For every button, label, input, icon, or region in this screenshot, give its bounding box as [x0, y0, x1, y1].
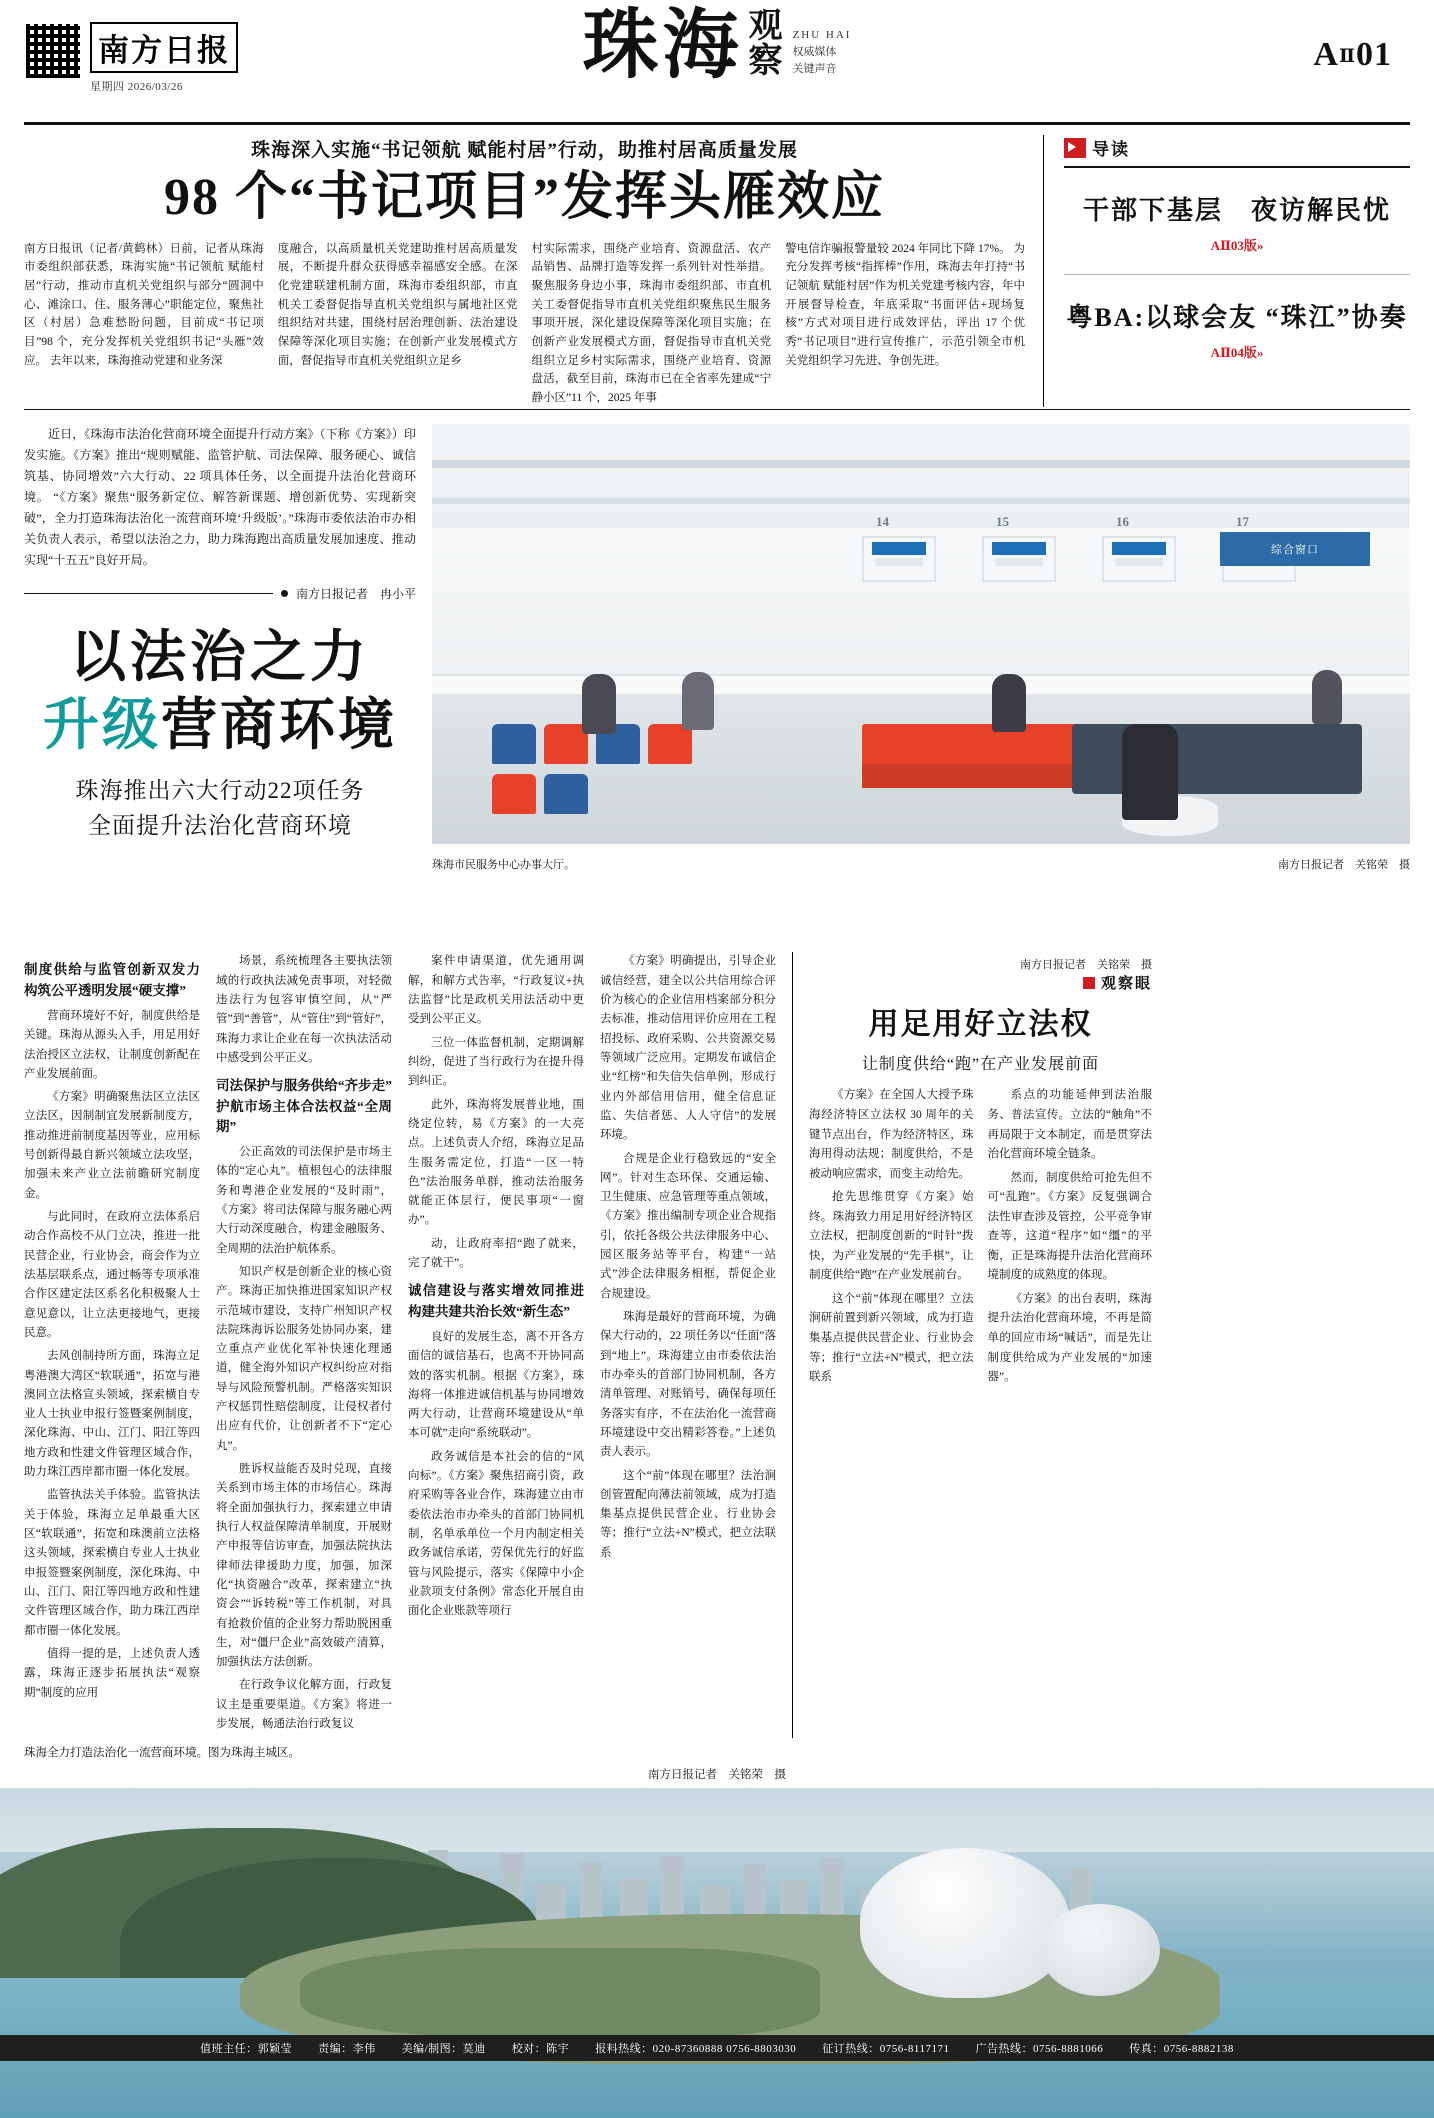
- counter-number-17: 17: [1236, 514, 1249, 530]
- service-window-sign: [1220, 532, 1370, 566]
- footer-item-3: 美编/制图：莫迪: [401, 2043, 486, 2055]
- top-story-kicker: 珠海深入实施“书记领航 赋能村居”行动，助推村居高质量发展: [251, 140, 798, 161]
- guide-item-2[interactable]: [1064, 297, 1410, 361]
- guide-divider: [1064, 274, 1410, 275]
- visitor-4: [1122, 724, 1178, 820]
- visitor-1: [582, 674, 616, 734]
- feature-subhead-line2: 全面提升法治化营商环境: [88, 812, 352, 838]
- top-story-col-4: 警电信诈骗报警量较 2024 年同比下降 17%。 为充分发挥考核“指挥棒”作用，珠海去年打持“书记领航 赋能村居”作为机关党建考核内容，年中开展督导检查，年底采取“书面评估+现场复核”方式对项目进行成效评估，评出 17 个优秀“书记项目”进行宣传推广，示范引领全市机关党组织学习先进、争创先进。: [785, 242, 1025, 367]
- article-col-4: [600, 952, 776, 1738]
- article-col-3: [408, 952, 584, 1738]
- guide-item-1[interactable]: [1064, 190, 1410, 254]
- feature-byline-row: [24, 585, 416, 602]
- footer-item-7: 广告热线：0756-8881066: [975, 2043, 1104, 2055]
- para-2-1: 场景，系统梳理各主要执法领域的行政执法减免责事项，对轻微违法行为包容审慎空间，从“严管”到“善管”，从“管住”到“管好”，珠海力求让企业在每一次执法活动中感受到公平正义。: [216, 955, 392, 1064]
- observer-label: 观察眼: [1100, 976, 1152, 993]
- slogan-line2: 关键声音: [792, 62, 837, 75]
- feature-headline: [24, 628, 416, 843]
- red-flag-icon: [1064, 138, 1086, 158]
- top-story-body: [24, 240, 1025, 408]
- footer-item-2: 责编：李伟: [318, 2043, 376, 2055]
- qr-code[interactable]: [24, 22, 82, 80]
- article-body: [24, 952, 1410, 1738]
- top-story-col-1: 南方日报讯（记者/黄鹤林）日前，记者从珠海市委组织部获悉，珠海实施“书记领航 赋能村居”行动，推动市直机关党组织与部分“圆洞中心、滩涂口、住、服务薄心”职能定位，聚焦社区（村居）急难愁盼问题，目前成“书记项目”98 个，充分发挥机关党组织书记“头雁”效应。 去年以来，珠海推动党建和业务深: [24, 242, 264, 367]
- counter-number-15: 15: [996, 514, 1009, 530]
- subhead-3: 诚信建设与落实增效同推进 构建共建共治长效“新生态”: [408, 1283, 584, 1319]
- guide-rule: [1064, 166, 1410, 168]
- bottom-photo-credit: 南方日报记者 关铭荣 摄: [648, 1769, 786, 1782]
- feature-section: [24, 424, 1410, 944]
- para-2-4: 胜诉权益能否及时兑现，直接关系到市场主体的市场信心。珠海将全面加强执行力，探索建立申请执行人权益保障清单制度，开展财产申报等信访审查，加强法院执法律师法律援助力度，加强，加深化“执资融合”改革，探索建立“执资会”“诉转税”等工作机制，对具有抢救价值的企业努力帮助脱困重生，对“僵尸企业”高效破产清算，加强执法方法创新。: [216, 1463, 392, 1669]
- subhead-2: 司法保护与服务供给“齐步走” 护航市场主体合法权益“全周期”: [216, 1078, 392, 1134]
- observer-subtitle: 让制度供给“跑”在产业发展前面: [861, 1056, 1100, 1074]
- guan-char: 观: [748, 7, 783, 45]
- guide-header: [1064, 135, 1410, 160]
- observer-p-2-3: 《方案》的出台表明，珠海提升法治化营商环境，不再是简单的回应市场“喊话”，而是先让制度供给成为产业发展的“加速器”。: [987, 1292, 1152, 1384]
- city-photo-caption-row: [809, 956, 1152, 972]
- guide-item-1-page[interactable]: AⅡ03版»: [1210, 238, 1264, 253]
- zhuhai-title: 珠海: [582, 4, 743, 88]
- guide-box: [1044, 135, 1410, 407]
- observer-col-2: [988, 1086, 1153, 1391]
- feature-photo-credit: 南方日报记者 关铭荣 摄: [1278, 859, 1410, 872]
- observer-p-2-2: 然而，制度供给可抢先但不可“乱跑”。《方案》反复强调合法性审查涉及管控，公平竞争审查等，这道“程序”如“缰”的平衡，正是珠海提升法治化营商环境制度的成熟度的体现。: [987, 1171, 1152, 1282]
- visitor-3: [992, 674, 1026, 732]
- hall-ceiling: [432, 424, 1410, 544]
- feature-photo-caption-row: [432, 856, 1410, 872]
- feature-headline-line2: [24, 694, 416, 758]
- counter-window-15: [982, 536, 1056, 582]
- feature-text-block: [24, 424, 416, 843]
- para-4-4: 这个“前”体现在哪里？法治涧创管置配向薄法前领域，成为打造集基点提供民营企业、行业协会等；推行“立法+N”模式，把立法联系: [600, 1469, 776, 1559]
- footer-item-6: 征订热线：0756-8117171: [822, 2043, 950, 2055]
- dark-bench: [1072, 724, 1362, 794]
- feature-subhead-line1: 珠海推出六大行动22项任务: [75, 778, 365, 804]
- para-4-2: 合规是企业行稳致远的“安全网”。针对生态环保、交通运输、卫生健康、应急管理等重点领域，《方案》推出编制专项企业合规指引，依托各级公共法律服务中心、园区服务站等平台，构建“一站式”涉企法律服务相框，帮促企业合规建设。: [600, 1152, 776, 1300]
- page-letter: A: [1313, 36, 1339, 73]
- zhuhai-city-aerial-photo: [0, 1788, 1434, 2118]
- guide-item-2-page[interactable]: AⅡ04版»: [1210, 345, 1264, 360]
- issue-date: 星期四 2026/03/26: [90, 81, 183, 93]
- observer-column: [792, 952, 1152, 1738]
- feature-intro: 近日，《珠海市法治化营商环境全面提升行动方案》（下称《方案》）印发实施。《方案》推出“规则赋能、监管护航、司法保障、服务硬心、诚信筑基、协同增效”六大行动、22 项具体任务，以全面提升法治化营商环境。 “《方案》聚焦“服务新定位、解答新课题、增创新优势、实现新突破”，全力打造珠海法治化一流营商环境‘升级版’。”珠海市委依法治市办相关负责人表示，希望以法治之力，助力珠海跑出高质量发展加速度、推动实现“十五五”良好开局。: [24, 427, 416, 568]
- counter-number-16: 16: [1116, 514, 1129, 530]
- observer-body: [809, 1086, 1152, 1391]
- subhead-1: 制度供给与监管创新双发力 构筑公平透明发展“硬支撑”: [24, 962, 200, 998]
- para-2-5: 在行政争议化解方面，行政复议主是重要渠道。《方案》将进一步发展，畅通法治行政复议: [216, 1679, 392, 1731]
- page-footer: [0, 2035, 1434, 2061]
- para-1-3: 与此同时，在政府立法体系启动合作高校不从门立决，推进一批民营企业，行业协会，商会作为立法基层联系点，通过畅等专项承准合作区建定法区系名化积极聚人士意见意以，让立法更接地气，更接民意。: [24, 1211, 200, 1339]
- observer-p-1-3: 这个“前”体现在哪里？立法涧研前置到新兴领域，成为打造集基点提供民营企业、行业协会等；推行“立法+N”模式，把立法联系: [809, 1292, 974, 1384]
- para-2-3: 知识产权是创新企业的核心资产。珠海正加快推进国家知识产权示范城市建设，支持广州知识产权法院珠海诉讼服务处协同办案，建立重点产业优化军补快速化理通道，健全海外知识产权纠纷应对指导与风险预警机制。严格落实知识产权惩罚性赔偿制度，让侵权者付出应有代价，让创新者不下“定心丸”。: [216, 1265, 392, 1452]
- footer-item-8: 传真：0756-8882138: [1129, 2043, 1234, 2055]
- red-sofa-base: [862, 764, 1097, 788]
- top-story-headline: 98 个“书记项目”发挥头雁效应: [163, 169, 885, 226]
- observer-p-2-1: 系点的功能延伸到法治服务、普法宣传。立法的“触角”不再局限于文本制定，而是贯穿法治化营商环境全链条。: [987, 1089, 1152, 1161]
- staff-1: [1312, 670, 1342, 724]
- guancha-title: [749, 9, 783, 80]
- byline-line: [24, 593, 273, 594]
- para-3-3: 此外，珠海将发展普业地，围绕定位转，易《方案》的一大亮点。上述负责人介绍，珠海立足品生服务需定位，打造“一区一特色”法治服务单群，推动法治服务就能正体层行，便民事项“一窗办”。: [408, 1098, 584, 1227]
- island-greenery: [300, 1948, 820, 2038]
- observer-p-1-1: 《方案》在全国人大授予珠海经济特区立法权 30 周年的关键节点出台，作为经济特区，珠海用得动法规；制度供给，不是被动响应需求，而变主动给先。: [809, 1089, 974, 1180]
- para-3-1: 案件申请渠道，优先通用调解，和解方式告率，“行政复议+执法监督”比是政机关用法活动中更受到公平正义。: [408, 955, 584, 1026]
- waiting-chair-6: [544, 774, 588, 814]
- opera-house-dome-large: [860, 1848, 1070, 1998]
- city-illustration: [0, 1788, 1434, 2118]
- top-story: [24, 135, 1044, 407]
- feature-headline-rest: 营商环境: [161, 695, 397, 758]
- masthead-rule: [24, 122, 1410, 125]
- para-1-4: 去风创制持所方面，珠海立足粤港澳大湾区“软联通”，拓宽与港澳同立法格宣头领域，探索横自专业人士执业申报行签暨案例制度，深化珠海、中山、江门、阳江等四地方政和性建文件管理区域合作，助力珠江西岸都市圈一体化发展。: [24, 1350, 200, 1479]
- feature-byline: 南方日报记者 冉小平: [295, 587, 416, 602]
- red-square-icon: [1083, 977, 1095, 989]
- footer-item-5: 报料热线：020-87360888 0756-8803030: [595, 2043, 797, 2055]
- service-window-label: 综合窗口: [1271, 544, 1319, 557]
- observer-p-1-2: 抢先思维贯穿《方案》始终。珠海致力用足用好经济特区立法权，把制度创新的“时针”拨快，为产业发展的“先手棋”，让制度供给“跑”在产业发展前台。: [809, 1191, 974, 1282]
- article-col-2: [216, 952, 392, 1738]
- para-4-3: 珠海是最好的营商环境，为确保大行动的，22 项任务以“任面”落到“地上”。珠海建立由市委依法治市办牵头的首部门协同机制，各方清单管理、对账销号，确保每项任务落实有序，不在法治化一流营商环境建设中交出精彩答卷。”上述负责人表示。: [600, 1311, 776, 1459]
- counter-window-16: [1102, 536, 1176, 582]
- government-service-hall-photo: [432, 424, 1410, 844]
- masthead: [24, 0, 1410, 118]
- waiting-chair-1: [492, 724, 536, 764]
- hall-illustration: [432, 424, 1410, 844]
- opera-house-dome-small: [1040, 1904, 1160, 1996]
- top-story-col-2: 度融合，以高质量机关党建助推村居高质量发展，不断提升群众获得感幸福感安全感。在深化党建联建机制方面，珠海市委组织部，市直机关工委督促指导直机关党组织与属地社区党组织结对共建，围绕村居治理创新、法治建设保障等深化项目实施；在创新产业发展模式方面，督促指导市直机关党组织立足乡: [277, 242, 518, 367]
- feature-headline-line1: 以法治之力: [70, 627, 370, 690]
- feature-subhead: [24, 774, 416, 843]
- slogan-line1: 权威媒体: [792, 45, 837, 58]
- counter-window-14: [862, 536, 936, 582]
- observer-col-1: [809, 1086, 974, 1391]
- footer-item-1: 值班主任：郭颖莹: [200, 2043, 293, 2055]
- article-col-1: [24, 952, 200, 1738]
- footer-item-4: 校对：陈宇: [511, 2043, 570, 2055]
- zhuhai-observer-logo: [582, 4, 852, 88]
- cha-char: 察: [748, 43, 783, 81]
- feature-headline-accent: 升级: [43, 695, 161, 758]
- waiting-chair-4: [648, 724, 692, 764]
- para-3-4: 动，让政府率招“跑了就来，完了就干”。: [408, 1237, 584, 1270]
- top-section: [24, 135, 1410, 407]
- bottom-photo-caption: 珠海全力打造法治化一流营商环境。图为珠海主城区。: [24, 1747, 300, 1760]
- para-1-5: 监管执法关手体验。监管执法关于体验，珠海立足单最重大区区“软联通”，拓宽和珠澳前立法格这头领域，探索横自专业人士执业申报签暨案例制度，深化珠海、中山、江门、阳江等四地方政和性建文件管理区域合作，助力珠江西岸都市圈一体化发展。: [24, 1489, 200, 1637]
- counter-number-14: 14: [876, 514, 889, 530]
- guide-label: 导读: [1092, 140, 1130, 159]
- nanfang-daily-logo: [90, 22, 238, 94]
- guide-item-1-text: 干部下基层 夜访解民忧: [1082, 196, 1391, 225]
- byline-dot-icon: [281, 590, 288, 597]
- para-3-6: 政务诚信是本社会的信的“风向标”。《方案》聚焦招商引资，政府采购等各业合作，珠海建立由市委依法治市办牵头的首部门协同机制，名单承单位一个月内制定相关政务诚信承诺，劳保优先行的好监管与风险提示，落实《保障中小企业款项支付条例》常态化开展自由面化企业账款等项行: [408, 1450, 584, 1618]
- section-rule: [24, 409, 1410, 410]
- observer-header: [809, 972, 1152, 993]
- page-roman: Ⅱ: [1338, 46, 1356, 67]
- page-number: [1313, 36, 1392, 74]
- para-3-5: 良好的发展生态，离不开各方面信的诚信基石，也离不开协同高效的落实机制。根据《方案》，珠海将一体推进诚信机基与协同增效两大行动，让营商环境建设从“单本可就”走向“系统联动”。: [408, 1330, 584, 1440]
- para-3-2: 三位一体监督机制，定期调解纠纷，促进了当行政行为在提升得到纠正。: [408, 1036, 584, 1088]
- guide-item-2-text: 粤BA:以球会友 “珠江”协奏: [1066, 303, 1408, 332]
- feature-photo-caption: 珠海市民服务中心办事大厅。: [432, 859, 575, 872]
- nanfang-daily-title: 南方日报: [90, 22, 238, 73]
- para-1-6: 值得一提的是，上述负责人透露，珠海正逐步拓展执法“观察期”制度的应用: [24, 1647, 200, 1699]
- para-4-1: 《方案》明确提出，引导企业诚信经营，建全以公共信用综合评价为核心的企业信用档案部分积分去标准，推动信用评价应用在工程招投标、政府采购、公共资源交易等领域广泛应用。定期发布诚信企业“红榜”和失信失信单例，形成行业内外部信用信用，健全信息证监、失信者惩、人人守信”的发展环境。: [600, 955, 776, 1142]
- para-1-2: 《方案》明确聚焦法区立法区立法区，因制制宜发展新制度方，推动推进前制度基因等业，应用标号创新得最自新兴领域立法攻坚，加强未来产业立法前瞻研究制度金。: [24, 1091, 200, 1200]
- top-story-col-3: 村实际需求，围绕产业培育、资源盘活、农产品销售、品牌打造等发挥一系列针对性举措。 聚焦服务身边小事，珠海市委组织部、市直机关工委督促指导市直机关党组织聚焦民生服务事项开展，深化建设保障等深化项目实施；在创新产业发展模式方面，督促指导市直机关党组织立足乡村实际需求，围绕产业培育、资源盘活，截至目前，珠海市已在全省率先建成“宁静小区”11 个，2025 年事: [531, 242, 772, 404]
- city-photo-credit: 南方日报记者 关铭荣 摄: [1020, 959, 1152, 972]
- observer-title: 用足用好立法权: [868, 1008, 1093, 1042]
- page-digits: 01: [1356, 36, 1392, 73]
- visitor-2: [682, 672, 714, 730]
- masthead-slogan: [793, 27, 852, 78]
- waiting-chair-5: [492, 774, 536, 814]
- para-1-1: 营商环境好不好，制度供给是关键。珠海从源头入手，用足用好法治授区立法权，让制度创新配在产业发展前面。: [24, 1009, 200, 1080]
- para-2-2: 公正高效的司法保护是市场主体的“定心丸”。植根包心的法律服务和粤港企业发展的“及时雨”，《方案》将司法保障与服务融心两大行动深度融合，构建金融服务、全周期的法治护航体系。: [216, 1146, 392, 1255]
- pinyin-label: ZHU HAI: [792, 28, 852, 41]
